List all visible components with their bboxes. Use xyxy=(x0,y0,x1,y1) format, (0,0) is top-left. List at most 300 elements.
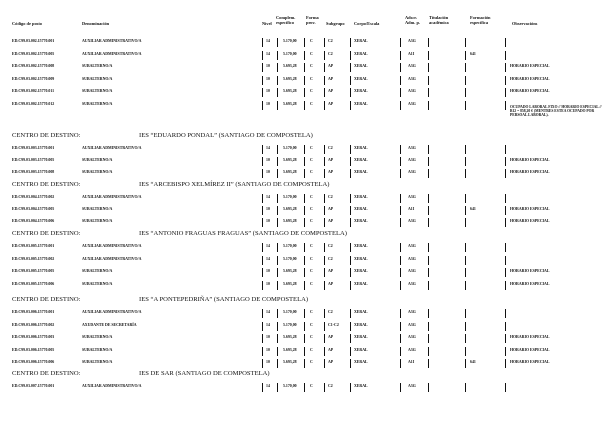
cell-divider xyxy=(465,383,466,392)
cell-divider xyxy=(277,359,278,368)
cell-den: SUBALTERNO/A xyxy=(82,335,113,339)
cell-forma: C xyxy=(310,101,313,106)
table-row xyxy=(0,322,615,334)
cell-obs: HORARIO ESPECIAL xyxy=(510,170,550,174)
cell-corpo: XERAL xyxy=(354,39,368,43)
cell-divider xyxy=(350,88,351,97)
cell-forma: C xyxy=(310,170,313,174)
cell-comp: 5.693,28 xyxy=(283,89,297,93)
cell-divider xyxy=(465,322,466,331)
cell-forma: C xyxy=(310,335,313,339)
cell-comp: 5.170,00 xyxy=(283,39,297,43)
cell-forma: C xyxy=(310,89,313,93)
cell-adscr: A3G xyxy=(408,170,416,174)
cell-divider xyxy=(400,206,401,215)
section-label: CENTRO DE DESTINO: xyxy=(12,132,81,139)
cell-divider xyxy=(465,218,466,227)
cell-divider xyxy=(350,256,351,265)
cell-forma: C xyxy=(310,360,313,364)
cell-divider xyxy=(400,101,401,110)
cell-divider xyxy=(505,63,506,72)
header-complem-line1: Complem. xyxy=(276,15,296,20)
section-center-name: IES “ARCEBISPO XELMÍREZ II” (SANTIAGO DE COMPOSTELA) xyxy=(139,181,330,188)
cell-comp: 5.693,28 xyxy=(283,281,297,286)
cell-divider xyxy=(400,38,401,47)
cell-comp: 5.693,28 xyxy=(283,360,297,364)
cell-divider xyxy=(277,206,278,215)
cell-divider xyxy=(304,88,305,97)
cell-divider xyxy=(350,359,351,368)
header-titulacion-line1: Titulación xyxy=(429,15,449,20)
cell-divider xyxy=(262,243,263,252)
cell-adscr: A3G xyxy=(408,64,416,68)
cell-obs: HORARIO ESPECIAL xyxy=(510,347,550,352)
section-center-name: IES “ANTONIO FRAGUAS FRAGUAS” (SANTIAGO DE COMPOSTELA) xyxy=(139,230,347,237)
table-row xyxy=(0,218,615,230)
cell-obs: HORARIO ESPECIAL xyxy=(510,281,550,286)
table-row xyxy=(0,88,615,100)
cell-divider xyxy=(350,169,351,178)
header-titulacion xyxy=(429,16,449,26)
cell-divider xyxy=(350,206,351,215)
cell-divider xyxy=(505,76,506,85)
cell-comp: 5.170,00 xyxy=(283,384,297,388)
cell-den: SUBALTERNO/A xyxy=(82,101,113,106)
cell-divider xyxy=(505,101,506,110)
cell-divider xyxy=(304,334,305,343)
cell-den: SUBALTERNO/A xyxy=(82,158,113,162)
cell-divider xyxy=(428,145,429,154)
cell-corpo: XERAL xyxy=(354,244,368,248)
cell-divider xyxy=(505,309,506,318)
cell-sub: C2 xyxy=(328,256,333,261)
cell-niv: 10 xyxy=(266,335,270,339)
cell-divider xyxy=(400,334,401,343)
cell-forma: C xyxy=(310,256,313,261)
cell-corpo: XERAL xyxy=(354,76,368,81)
cell-divider xyxy=(505,243,506,252)
cell-divider xyxy=(304,76,305,85)
cell-divider xyxy=(400,88,401,97)
cell-divider xyxy=(350,268,351,277)
section-label: CENTRO DE DESTINO: xyxy=(12,296,81,303)
cell-niv: 10 xyxy=(266,101,270,106)
cell-divider xyxy=(428,359,429,368)
cell-sub: AP xyxy=(328,269,334,273)
cell-divider xyxy=(428,281,429,290)
cell-divider xyxy=(324,243,325,252)
cell-adscr: A3G xyxy=(408,384,416,388)
cell-divider xyxy=(262,218,263,227)
cell-code: ED.C99.03.002.15770.011 xyxy=(12,89,55,93)
cell-den: AUXILIAR ADMINISTRATIVO/A xyxy=(82,310,142,314)
cell-divider xyxy=(304,359,305,368)
header-adscr xyxy=(405,16,420,26)
cell-adscr: A3G xyxy=(408,39,416,43)
cell-sub: AP xyxy=(328,170,334,174)
cell-sub: AP xyxy=(328,347,334,352)
cell-code: ED.C99.03.003.15770.001 xyxy=(12,146,55,150)
cell-divider xyxy=(277,63,278,72)
cell-divider xyxy=(428,322,429,331)
table-row xyxy=(0,268,615,280)
cell-comp: 5.170,00 xyxy=(283,322,297,327)
cell-niv: 10 xyxy=(266,207,270,211)
table-row xyxy=(0,157,615,169)
cell-divider xyxy=(428,383,429,392)
table-row xyxy=(0,38,615,50)
cell-divider xyxy=(465,88,466,97)
cell-divider xyxy=(465,281,466,290)
cell-adscr: A3G xyxy=(408,310,416,314)
cell-divider xyxy=(465,256,466,265)
cell-den: SUBALTERNO/A xyxy=(82,360,113,364)
cell-obs: HORARIO ESPECIAL xyxy=(510,89,550,93)
cell-corpo: XERAL xyxy=(354,207,368,211)
cell-divider xyxy=(277,322,278,331)
header-corpo: Corpo/Escala xyxy=(354,21,380,26)
cell-den: SUBALTERNO/A xyxy=(82,269,113,273)
cell-forma: C xyxy=(310,195,313,199)
cell-divider xyxy=(324,309,325,318)
table-row xyxy=(0,281,615,293)
cell-divider xyxy=(304,243,305,252)
cell-niv: 14 xyxy=(266,384,270,388)
cell-comp: 5.170,00 xyxy=(283,146,297,150)
cell-divider xyxy=(277,38,278,47)
cell-divider xyxy=(505,157,506,166)
cell-niv: 14 xyxy=(266,51,270,56)
cell-divider xyxy=(304,157,305,166)
cell-divider xyxy=(262,281,263,290)
cell-den: SUBALTERNO/A xyxy=(82,281,113,286)
cell-forma: C xyxy=(310,76,313,81)
table-row xyxy=(0,194,615,206)
header-formacion xyxy=(470,16,491,26)
cell-divider xyxy=(400,218,401,227)
cell-divider xyxy=(465,101,466,110)
cell-divider xyxy=(324,38,325,47)
cell-divider xyxy=(350,334,351,343)
section-header xyxy=(12,133,602,141)
cell-divider xyxy=(505,281,506,290)
cell-divider xyxy=(262,194,263,203)
cell-divider xyxy=(304,256,305,265)
section-label: CENTRO DE DESTINO: xyxy=(12,230,81,237)
cell-niv: 10 xyxy=(266,281,270,286)
section-label: CENTRO DE DESTINO: xyxy=(12,181,81,188)
cell-divider xyxy=(277,157,278,166)
cell-divider xyxy=(324,218,325,227)
cell-divider xyxy=(350,383,351,392)
cell-divider xyxy=(324,88,325,97)
cell-divider xyxy=(277,88,278,97)
cell-niv: 10 xyxy=(266,219,270,223)
cell-obs: HORARIO ESPECIAL xyxy=(510,158,550,162)
cell-adscr: A3G xyxy=(408,269,416,273)
cell-den: SUBALTERNO/A xyxy=(82,170,113,174)
cell-form: 641 xyxy=(470,207,476,211)
cell-divider xyxy=(465,169,466,178)
cell-divider xyxy=(277,51,278,60)
cell-code: ED.C99.03.006.15770.002 xyxy=(12,322,55,327)
cell-divider xyxy=(324,383,325,392)
cell-divider xyxy=(505,51,506,60)
cell-divider xyxy=(262,206,263,215)
cell-divider xyxy=(400,268,401,277)
cell-divider xyxy=(324,268,325,277)
cell-corpo: XERAL xyxy=(354,384,368,388)
cell-divider xyxy=(277,101,278,110)
cell-divider xyxy=(505,145,506,154)
cell-comp: 5.170,00 xyxy=(283,244,297,248)
cell-code: ED.C99.03.005.15770.002 xyxy=(12,256,55,261)
header-titulacion-line2: académica xyxy=(429,19,449,25)
cell-comp: 5.693,28 xyxy=(283,101,297,106)
cell-niv: 14 xyxy=(266,244,270,248)
cell-divider xyxy=(277,169,278,178)
cell-divider xyxy=(350,309,351,318)
cell-divider xyxy=(465,243,466,252)
cell-sub: C1-C2 xyxy=(328,322,339,327)
cell-divider xyxy=(428,88,429,97)
cell-niv: 14 xyxy=(266,39,270,43)
cell-niv: 14 xyxy=(266,146,270,150)
cell-forma: C xyxy=(310,207,313,211)
cell-corpo: XERAL xyxy=(354,195,368,199)
cell-divider xyxy=(324,334,325,343)
section-center-name: IES DE SAR (SANTIAGO DE COMPOSTELA) xyxy=(139,370,270,377)
cell-divider xyxy=(428,334,429,343)
cell-divider xyxy=(350,63,351,72)
cell-divider xyxy=(304,383,305,392)
cell-divider xyxy=(277,76,278,85)
cell-code: ED.C99.03.004.15770.005 xyxy=(12,207,55,211)
cell-adscr: A3G xyxy=(408,322,416,327)
cell-code: ED.C99.03.005.15770.005 xyxy=(12,269,55,273)
cell-divider xyxy=(350,194,351,203)
cell-obs: HORARIO ESPECIAL xyxy=(510,207,550,211)
cell-divider xyxy=(400,256,401,265)
cell-comp: 5.693,28 xyxy=(283,269,297,273)
cell-sub: AP xyxy=(328,281,334,286)
cell-den: AUXILIAR ADMINISTRATIVO/A xyxy=(82,39,142,43)
cell-code: ED.C99.03.003.15770.005 xyxy=(12,158,55,162)
cell-comp: 5.693,28 xyxy=(283,219,297,223)
cell-code: ED.C99.03.004.15770.006 xyxy=(12,219,55,223)
header-adscr-line2: Adm. p. xyxy=(405,19,421,25)
cell-corpo: XERAL xyxy=(354,360,368,364)
cell-comp: 5.170,00 xyxy=(283,51,297,56)
table-row xyxy=(0,334,615,346)
cell-divider xyxy=(324,51,325,60)
cell-divider xyxy=(505,334,506,343)
table-row xyxy=(0,256,615,268)
cell-divider xyxy=(428,347,429,356)
cell-divider xyxy=(465,334,466,343)
cell-divider xyxy=(304,194,305,203)
cell-code: ED.C99.03.006.15770.001 xyxy=(12,310,55,314)
cell-divider xyxy=(304,145,305,154)
cell-form: 641 xyxy=(470,360,476,364)
cell-divider xyxy=(505,169,506,178)
cell-adscr: A3G xyxy=(408,347,416,352)
header-denominacion: Denominación xyxy=(82,21,110,26)
section-center-name: IES “A PONTEPEDRIÑA” (SANTIAGO DE COMPOSTELA) xyxy=(139,296,309,303)
cell-forma: C xyxy=(310,51,313,56)
table-row xyxy=(0,243,615,255)
cell-divider xyxy=(428,169,429,178)
cell-divider xyxy=(465,347,466,356)
cell-divider xyxy=(428,157,429,166)
cell-sub: C2 xyxy=(328,51,333,56)
cell-divider xyxy=(262,51,263,60)
cell-niv: 14 xyxy=(266,322,270,327)
cell-divider xyxy=(262,157,263,166)
cell-divider xyxy=(400,145,401,154)
cell-den: SUBALTERNO/A xyxy=(82,89,113,93)
cell-divider xyxy=(262,256,263,265)
cell-divider xyxy=(428,38,429,47)
cell-den: AUXILIAR ADMINISTRATIVO/A xyxy=(82,51,142,56)
cell-divider xyxy=(350,76,351,85)
section-label: CENTRO DE DESTINO: xyxy=(12,370,81,377)
cell-obs: HORARIO ESPECIAL xyxy=(510,360,550,364)
table-row xyxy=(0,206,615,218)
header-codigo: Código de posto xyxy=(12,21,43,26)
cell-divider xyxy=(277,268,278,277)
cell-sub: C2 xyxy=(328,39,333,43)
cell-divider xyxy=(350,101,351,110)
cell-sub: AP xyxy=(328,207,334,211)
cell-divider xyxy=(304,206,305,215)
cell-adscr: A3G xyxy=(408,89,416,93)
cell-den: SUBALTERNO/A xyxy=(82,64,113,68)
cell-divider xyxy=(324,76,325,85)
cell-divider xyxy=(277,309,278,318)
cell-divider xyxy=(277,281,278,290)
cell-niv: 10 xyxy=(266,269,270,273)
cell-corpo: XERAL xyxy=(354,335,368,339)
cell-divider xyxy=(262,76,263,85)
cell-divider xyxy=(350,145,351,154)
cell-obs: HORARIO ESPECIAL xyxy=(510,335,550,339)
cell-sub: C2 xyxy=(328,310,333,314)
header-adscr-line1: Adscr. xyxy=(405,15,417,20)
cell-divider xyxy=(304,347,305,356)
cell-divider xyxy=(304,51,305,60)
observation-note: OCUPADO LABORAL FIXO // HORARIO ESPECIAL // B12 = 858,20 € (MENTRES ESTEA OCUPADO POR PERSOAL LABORAL). xyxy=(510,105,602,117)
cell-niv: 14 xyxy=(266,256,270,261)
cell-divider xyxy=(465,76,466,85)
table-row xyxy=(0,309,615,321)
cell-code: ED.C99.03.002.15770.009 xyxy=(12,76,55,81)
cell-sub: C2 xyxy=(328,195,333,199)
cell-divider xyxy=(304,101,305,110)
table-row xyxy=(0,63,615,75)
cell-code: ED.C99.03.002.15770.008 xyxy=(12,64,55,68)
cell-adscr: A3G xyxy=(408,256,416,261)
cell-divider xyxy=(277,347,278,356)
cell-den: AUXILIAR ADMINISTRATIVO/A xyxy=(82,195,142,199)
header-nivel: Nivel xyxy=(262,21,272,26)
cell-sub: AP xyxy=(328,158,334,162)
cell-divider xyxy=(400,169,401,178)
cell-divider xyxy=(400,281,401,290)
cell-divider xyxy=(428,76,429,85)
cell-adscr: A1I xyxy=(408,51,415,56)
cell-divider xyxy=(277,194,278,203)
cell-code: ED.C99.03.006.15770.003 xyxy=(12,335,55,339)
cell-forma: C xyxy=(310,158,313,162)
cell-divider xyxy=(465,359,466,368)
cell-divider xyxy=(428,218,429,227)
header-complemento xyxy=(276,16,295,26)
cell-comp: 5.693,28 xyxy=(283,207,297,211)
header-subgrupo: Subgrupo xyxy=(326,21,345,26)
table-row xyxy=(0,359,615,371)
cell-obs: HORARIO ESPECIAL xyxy=(510,76,550,81)
cell-divider xyxy=(304,169,305,178)
cell-niv: 10 xyxy=(266,76,270,81)
cell-forma: C xyxy=(310,310,313,314)
header-observacions: Observacións xyxy=(512,21,538,26)
cell-divider xyxy=(505,218,506,227)
cell-divider xyxy=(400,243,401,252)
cell-niv: 10 xyxy=(266,347,270,352)
cell-code: ED.C99.03.006.15770.006 xyxy=(12,360,55,364)
cell-adscr: A3G xyxy=(408,195,416,199)
cell-adscr: A3G xyxy=(408,146,416,150)
cell-corpo: XERAL xyxy=(354,310,368,314)
cell-divider xyxy=(350,281,351,290)
cell-divider xyxy=(262,63,263,72)
cell-niv: 10 xyxy=(266,64,270,68)
cell-divider xyxy=(277,383,278,392)
cell-comp: 5.693,28 xyxy=(283,335,297,339)
cell-code: ED.C99.03.002.15770.001 xyxy=(12,39,55,43)
cell-corpo: XERAL xyxy=(354,347,368,352)
cell-divider xyxy=(324,347,325,356)
cell-divider xyxy=(428,101,429,110)
cell-divider xyxy=(428,63,429,72)
cell-divider xyxy=(465,309,466,318)
cell-obs: HORARIO ESPECIAL xyxy=(510,219,550,223)
cell-divider xyxy=(262,347,263,356)
cell-divider xyxy=(505,194,506,203)
table-row xyxy=(0,76,615,88)
table-row xyxy=(0,383,615,395)
cell-divider xyxy=(400,63,401,72)
cell-divider xyxy=(428,206,429,215)
cell-adscr: A3G xyxy=(408,76,416,81)
section-header xyxy=(12,182,602,190)
cell-divider xyxy=(428,268,429,277)
cell-forma: C xyxy=(310,64,313,68)
cell-divider xyxy=(324,63,325,72)
cell-divider xyxy=(350,218,351,227)
cell-corpo: XERAL xyxy=(354,89,368,93)
section-center-name: IES “EDUARDO PONDAL” (SANTIAGO DE COMPOSTELA) xyxy=(139,132,313,139)
table-row xyxy=(0,145,615,157)
cell-divider xyxy=(277,256,278,265)
cell-divider xyxy=(324,101,325,110)
cell-forma: C xyxy=(310,347,313,352)
cell-comp: 5.693,28 xyxy=(283,347,297,352)
cell-divider xyxy=(465,206,466,215)
cell-adscr: A3G xyxy=(408,335,416,339)
cell-niv: 10 xyxy=(266,360,270,364)
